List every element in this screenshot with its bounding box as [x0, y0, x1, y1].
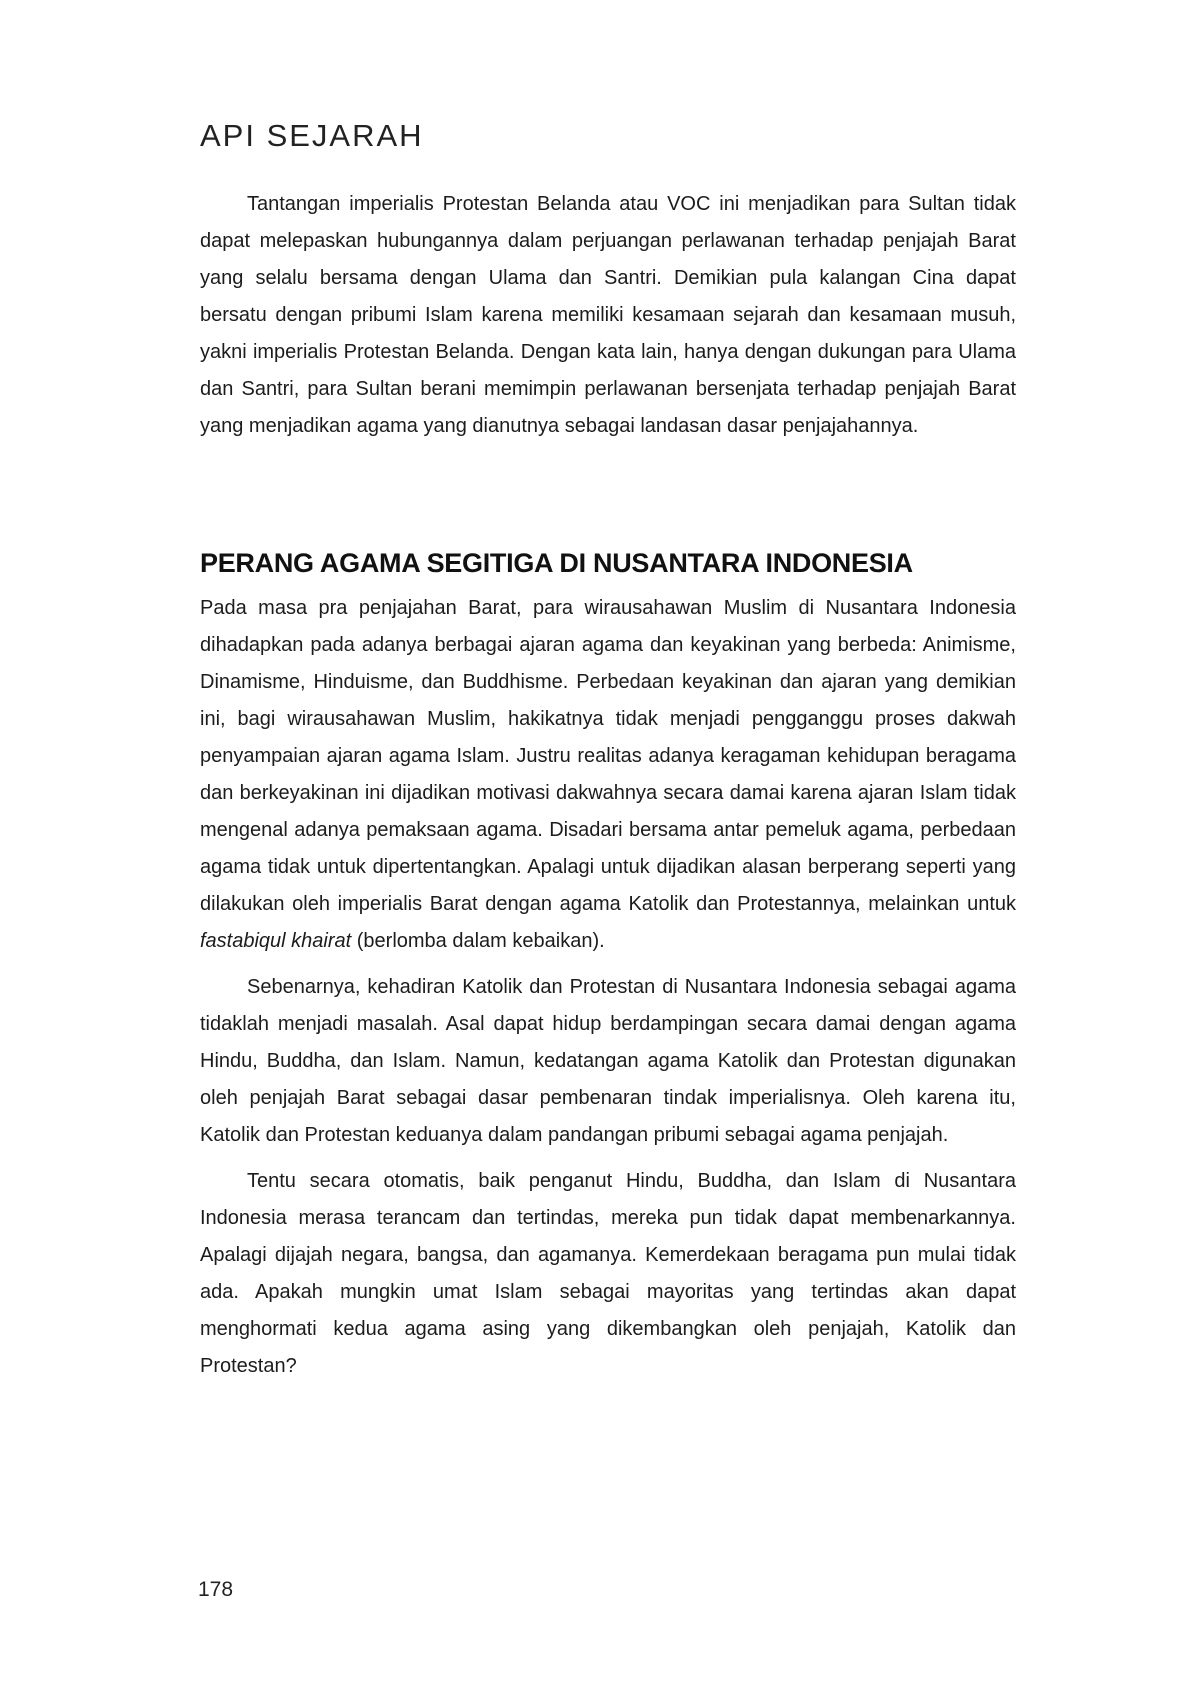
paragraph-1-italic-term: fastabiqul khairat: [200, 930, 352, 952]
section-body: [200, 590, 1016, 1385]
intro-text-block: [200, 186, 1016, 445]
paragraph-1-text-after: (berlomba dalam kebaikan).: [351, 930, 605, 952]
section-paragraph-3: Tentu secara otomatis, baik penganut Hindu, Buddha, dan Islam di Nusantara Indonesia merasa terancam dan tertindas, mereka pun tidak dapat membenarkannya. Apalagi dijajah negara, bangsa, dan agamanya. Kemerdekaan beragama pun mulai tidak ada. Apakah mungkin umat Islam sebagai mayoritas yang tertindas akan dapat menghormati kedua agama asing yang dikembangkan oleh penjajah, Katolik dan Protestan?: [200, 1170, 1016, 1377]
section-title: PERANG AGAMA SEGITIGA DI NUSANTARA INDONESIA: [200, 548, 913, 578]
running-head: API SEJARAH: [200, 118, 424, 153]
section-paragraph-1: [200, 590, 1016, 960]
section-paragraph-2: Sebenarnya, kehadiran Katolik dan Protestan di Nusantara Indonesia sebagai agama tidaklah menjadi masalah. Asal dapat hidup berdampingan secara damai dengan agama Hindu, Buddha, dan Islam. Namun, kedatangan agama Katolik dan Protestan digunakan oleh penjajah Barat sebagai dasar pembenaran tindak imperialisnya. Oleh karena itu, Katolik dan Protestan keduanya dalam pandangan pribumi sebagai agama penjajah.: [200, 976, 1016, 1146]
page-number: 178: [198, 1578, 234, 1601]
intro-paragraph: Tantangan imperialis Protestan Belanda atau VOC ini menjadikan para Sultan tidak dapat melepaskan hubungannya dalam perjuangan perlawanan terhadap penjajah Barat yang selalu bersama dengan Ulama dan Santri. Demikian pula kalangan Cina dapat bersatu dengan pribumi Islam karena memiliki kesamaan sejarah dan kesamaan musuh, yakni imperialis Protestan Belanda. Dengan kata lain, hanya dengan dukungan para Ulama dan Santri, para Sultan berani memimpin perlawanan bersenjata terhadap penjajah Barat yang menjadikan agama yang dianutnya sebagai landasan dasar penjajahannya.: [200, 193, 1016, 437]
paragraph-1-text-before: Pada masa pra penjajahan Barat, para wirausahawan Muslim di Nusantara Indonesia dihadapkan pada adanya berbagai ajaran agama dan keyakinan yang berbeda: Animisme, Dinamisme, Hinduisme, dan Buddhisme. Perbedaan keyakinan dan ajaran yang demikian ini, bagi wirausahawan Muslim, hakikatnya tidak menjadi pengganggu proses dakwah penyampaian ajaran agama Islam. Justru realitas adanya keragaman kehidupan beragama dan berkeyakinan ini dijadikan motivasi dakwahnya secara damai karena ajaran Islam tidak mengenal adanya pemaksaan agama. Disadari bersama antar pemeluk agama, perbedaan agama tidak untuk dipertentangkan. Apalagi untuk dijadikan alasan berperang seperti yang dilakukan oleh imperialis Barat dengan agama Katolik dan Protestannya, melainkan untuk: [200, 597, 1016, 915]
